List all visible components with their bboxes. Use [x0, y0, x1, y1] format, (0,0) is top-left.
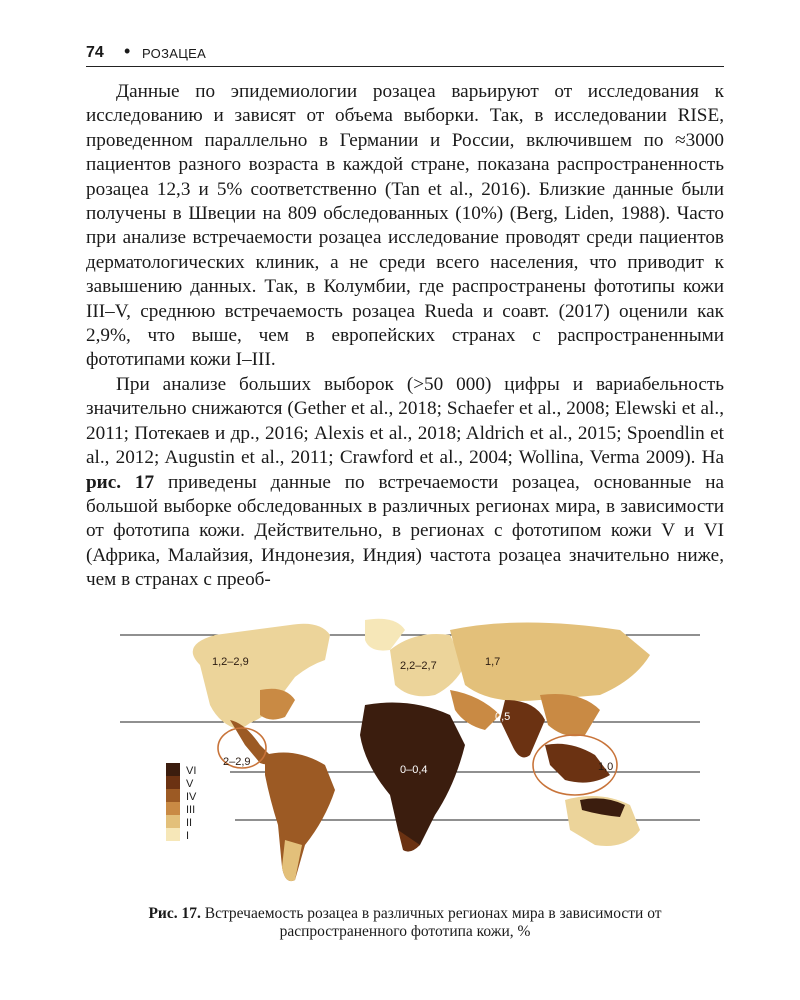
label-southeast-asia: 1,0	[598, 761, 614, 773]
label-europe: 2,2–2,7	[400, 660, 437, 672]
legend-label-ii: II	[186, 817, 193, 829]
paragraph-2-start: При анализе больших выборок (>50 000) цифры и вариабельность значительно снижаются (Gether et al., 2018; Schaefer et al., 2008; Elewski et al., 2011; Потекаев и др., 2016; Alexis et al., 2018; Aldrich et al., 2015; Spoendlin et al., 2012; Augustin et al., 2011; Crawford et al., 2004; Wollina, Verma 2009). На	[86, 373, 724, 469]
south-asia-shape	[500, 700, 545, 757]
section-title: РОЗАЦЕА	[142, 46, 207, 61]
legend-swatch-ii	[166, 815, 180, 828]
label-north-asia: 1,7	[485, 656, 501, 668]
east-asia-shape	[540, 694, 600, 736]
legend-label-i: I	[186, 830, 190, 842]
running-header	[86, 40, 724, 67]
body-text	[86, 80, 724, 593]
figure-reference: рис. 17	[86, 471, 155, 493]
north-america-south-shape	[260, 689, 295, 720]
legend-label-vi: VI	[186, 765, 197, 777]
label-south-asia: 0,5	[495, 711, 511, 723]
label-north-america: 1,2–2,9	[212, 656, 249, 668]
page-number: 74	[86, 44, 104, 61]
legend-swatch-v	[166, 776, 180, 789]
legend-label-v: V	[186, 778, 194, 790]
caption-label: Рис. 17.	[148, 905, 201, 922]
legend-swatch-i	[166, 828, 180, 841]
south-america-shape	[265, 753, 335, 882]
paragraph-2	[86, 373, 724, 593]
label-africa: 0–0,4	[400, 764, 428, 776]
figure-caption	[86, 905, 724, 941]
legend-label-iv: IV	[186, 791, 197, 803]
label-central-america: 2–2,9	[223, 756, 251, 768]
world-phototype-map	[120, 605, 700, 905]
paragraph-1: Данные по эпидемиологии розацеа варьируют от исследования к исследованию и зависят от объема выборки. Так, в исследовании RISE, проведенном параллельно в Германии и России, включившем по ≈3000 пациентов разного возраста в каждой стране, показана распространенность розацеа 12,3 и 5% соответственно (Tan et al., 2016). Близкие данные были получены в Швеции на 809 обследованных (10%) (Berg, Liden, 1988). Часто при анализе встречаемости розацеа исследование проводят среди пациентов дерматологических клиник, а не среди всего населения, что приводит к завышению данных. Так, в Колумбии, где распространены фототипы кожи III–V, среднюю встречаемость розацеа Rueda и соавт. (2017) оценили как 2,9%, что выше, чем в европейских странах с распространенными фототипами кожи I–III.	[86, 81, 724, 371]
north-asia-shape	[450, 623, 650, 702]
legend-swatch-iv	[166, 789, 180, 802]
legend-swatch-vi	[166, 763, 180, 776]
paragraph-2-end: приведены данные по встречаемости розацеа, основанные на большой выборке обследованных в различных регионах мира, в зависимости от фототипа кожи. Действительно, в регионах с фототипом кожи V и VI (Африка, Малайзия, Индонезия, Индия) частота розацеа значительно ниже, чем в странах с преоб-	[86, 471, 724, 591]
legend-swatch-iii	[166, 802, 180, 815]
phototype-legend	[166, 763, 197, 842]
header-separator: •	[124, 41, 131, 61]
caption-text: Встречаемость розацеа в различных регионах мира в зависимости от распространенного фототипа кожи, %	[204, 905, 662, 940]
legend-label-iii: III	[186, 804, 196, 816]
